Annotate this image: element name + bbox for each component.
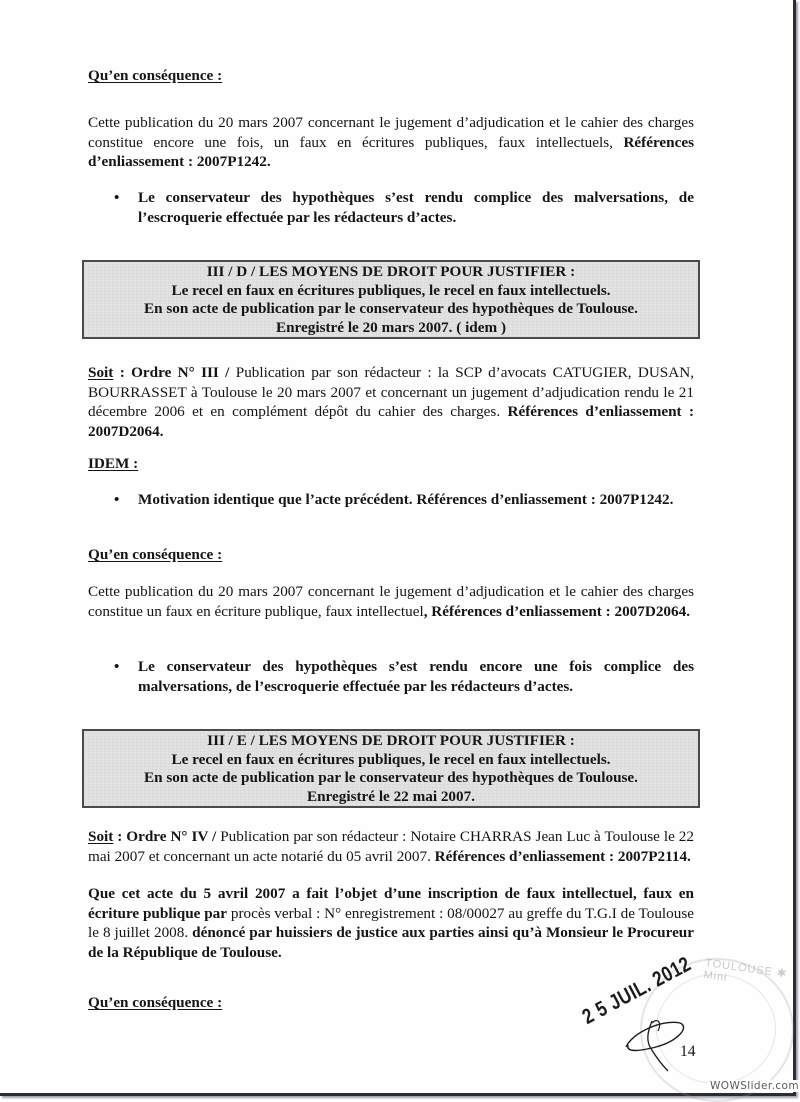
ordre-label: : Ordre N° III / bbox=[113, 364, 230, 381]
paragraph-text: Cette publication du 20 mars 2007 concernant le jugement d’adjudication et le cahier des charges constitue un faux en écriture publique, faux intellectuel bbox=[88, 583, 694, 620]
section-heading-consequence-2: Qu’en conséquence : bbox=[88, 546, 223, 563]
section-heading-consequence-1: Qu’en conséquence : bbox=[88, 67, 223, 84]
reference-enliassement: Références d’enliassement : 2007P1242. bbox=[88, 133, 694, 170]
watermark-link[interactable]: WOWSlider.com bbox=[710, 1080, 799, 1092]
bullet-text: Le conservateur des hypothèques s’est rendu complice des malversations, de l’escroquerie effectuée par les rédacteurs d’actes. bbox=[138, 189, 694, 226]
paragraph-ordre-3 bbox=[88, 363, 694, 441]
bullet-icon: • bbox=[114, 658, 120, 675]
inscription-bold-2: dénoncé par huissiers de justice aux parties ainsi qu’à Monsieur le Procureur de la République de Toulouse. bbox=[88, 924, 694, 961]
soit-label: Soit bbox=[88, 828, 114, 845]
seal-text: TOULOUSE ✱ Mini bbox=[702, 956, 788, 985]
box-line: Le recel en faux en écritures publiques, le recel en faux intellectuels. bbox=[171, 281, 611, 299]
box-line: Le recel en faux en écritures publiques, le recel en faux intellectuels. bbox=[171, 750, 611, 768]
ordre-text: Publication par son rédacteur : la SCP d’avocats CATUGIER, DUSAN, BOURRASSET à Toulouse le 20 mars 2007 et concernant un jugement d’adjudication rendu le 21 décembre 2006 et en complément dépôt du cahier des charges. bbox=[88, 364, 694, 420]
reference-enliassement: Références d’enliassement : 2007P2114. bbox=[434, 847, 691, 865]
box-line: Enregistré le 20 mars 2007. ( idem ) bbox=[275, 318, 506, 336]
section-heading-idem: IDEM : bbox=[88, 455, 139, 472]
ordre-text: Publication par son rédacteur : Notaire CHARRAS Jean Luc à Toulouse le 22 mai 2007 et concernant un acte notarié du 05 avril 2007. bbox=[88, 828, 694, 865]
soit-label: Soit bbox=[88, 364, 114, 381]
ordre-label: : Ordre N° IV / bbox=[113, 828, 217, 845]
section-heading-consequence-3: Qu’en conséquence : bbox=[88, 994, 223, 1011]
box-line: Enregistré le 22 mai 2007. bbox=[306, 787, 476, 805]
box-title: III / D / LES MOYENS DE DROIT POUR JUSTIFIER : bbox=[206, 263, 576, 280]
section-box-iii-e bbox=[82, 729, 700, 808]
reference-enliassement: Références d’enliassement : 2007D2064. bbox=[88, 403, 695, 440]
paragraph-text: Cette publication du 20 mars 2007 concernant le jugement d’adjudication et le cahier des charges constitue encore une fois, un faux en écritures publiques, faux intellectuels, bbox=[88, 114, 694, 151]
section-box-iii-d bbox=[82, 260, 700, 339]
paragraph-publication-20-mars-2 bbox=[88, 582, 694, 621]
bullet-text: Le conservateur des hypothèques s’est rendu encore une fois complice des malversations, de l’escroquerie effectuée par les rédacteurs d’actes. bbox=[138, 658, 694, 695]
date-stamp: 2 5 JUIL. 2012 bbox=[578, 951, 695, 1029]
inscription-text: procès verbal : N° enregistrement : 08/00027 au greffe du T.G.I de Toulouse le 8 juillet 2008. bbox=[88, 904, 694, 941]
paragraph-inscription-faux bbox=[88, 884, 694, 962]
signature-icon bbox=[622, 1003, 692, 1073]
page-number: 14 bbox=[680, 1043, 696, 1060]
box-line: En son acte de publication par le conservateur des hypothèques de Toulouse. bbox=[144, 769, 638, 787]
paragraph-publication-20-mars bbox=[88, 113, 694, 172]
bullet-icon: • bbox=[114, 189, 120, 206]
paragraph-ordre-4 bbox=[88, 827, 694, 866]
box-line: En son acte de publication par le conservateur des hypothèques de Toulouse. bbox=[144, 300, 638, 318]
bullet-text: Motivation identique que l’acte précédent. Références d’enliassement : 2007P1242. bbox=[138, 491, 674, 508]
inscription-bold-1: Que cet acte du 5 avril 2007 a fait l’objet d’une inscription de faux intellectuel, faux en écriture publique par bbox=[88, 885, 694, 922]
bullet-icon: • bbox=[114, 491, 120, 508]
reference-enliassement: , Références d’enliassement : 2007D2064. bbox=[423, 602, 690, 620]
box-title: III / E / LES MOYENS DE DROIT POUR JUSTIFIER : bbox=[207, 732, 575, 749]
